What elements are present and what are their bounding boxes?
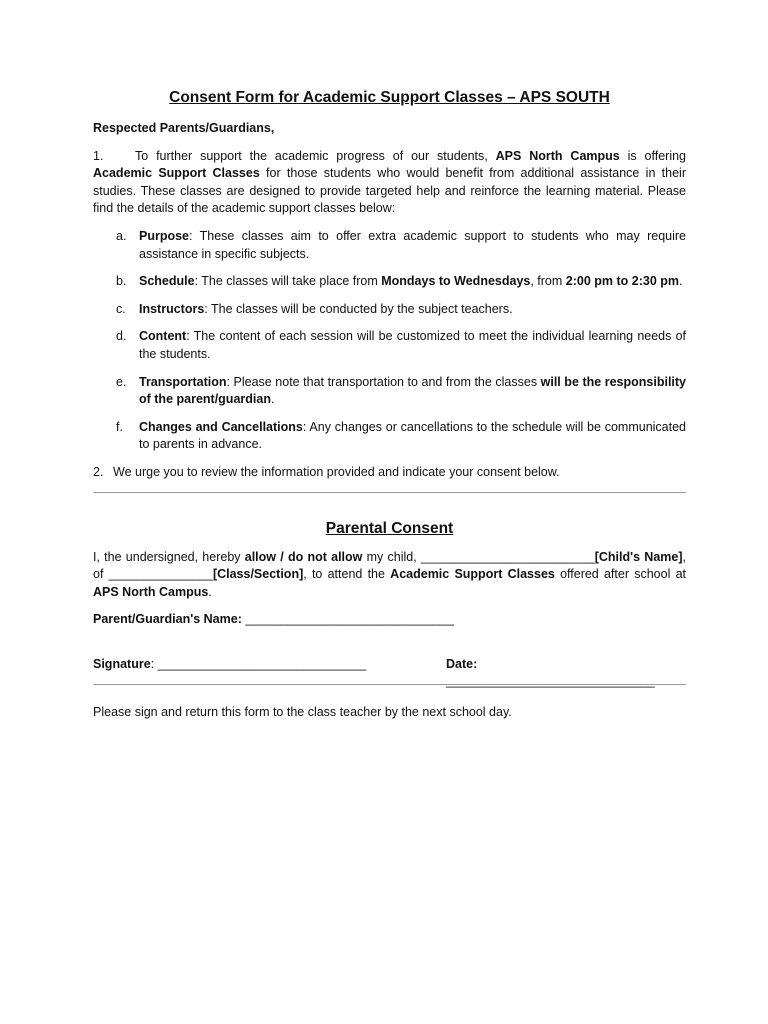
guardian-name-blank[interactable]: ______________________________ [241, 612, 454, 627]
signature-label: Signature [93, 656, 151, 671]
class-section-blank[interactable]: _______________ [108, 567, 213, 582]
date-field [446, 656, 686, 691]
list-item-purpose: a. Purpose: These classes aim to offer extra academic support to students who may require assistance in specific subjects. [116, 228, 686, 261]
list-item-schedule: b. Schedule: The classes will take place from Mondays to Wednesdays, from 2:00 pm to 2:30 pm. [116, 274, 683, 289]
form-title: Consent Form for Academic Support Classes – APS SOUTH [169, 89, 610, 106]
signature-row [93, 656, 686, 689]
details-list [93, 228, 686, 454]
intro-paragraph: 1. To further support the academic progress of our students, APS North Campus is offering Academic Support Classes for those students who would benefit from additional assistance in their studies. These classes are designed to provide targeted help and reinforce the learning material. Please find the details of the academic support classes below: [93, 148, 686, 216]
date-label: Date: [446, 656, 478, 671]
guardian-name-label: Parent/Guardian's Name: [93, 612, 242, 627]
list-item-instructors: c. Instructors: The classes will be conducted by the subject teachers. [116, 301, 513, 316]
consent-statement: I, the undersigned, hereby allow / do not allow my child, _________________________[Child's Name], of _______________[Class/Section], to attend the Academic Support Classes offered after school at APS North Campus. [93, 549, 686, 599]
child-name-blank[interactable]: _________________________ [420, 549, 595, 564]
greeting: Respected Parents/Guardians, [93, 121, 275, 135]
campus-name: APS North Campus [495, 148, 620, 163]
intro-number: 1. [93, 148, 104, 163]
consent-title: Parental Consent [325, 519, 454, 537]
allow-choice[interactable]: allow / do not allow [244, 549, 363, 564]
review-paragraph: 2. We urge you to review the information provided and indicate your consent below. [93, 464, 560, 479]
list-item-changes: f. Changes and Cancellations: Any changes or cancellations to the schedule will be communicated to parents in advance. [116, 419, 687, 452]
form-body [93, 88, 686, 721]
program-name: Academic Support Classes [93, 166, 260, 181]
guardian-name-line [93, 611, 686, 629]
return-instructions: Please sign and return this form to the class teacher by the next school day. [93, 704, 512, 719]
signature-blank[interactable]: : ______________________________ [150, 656, 367, 671]
date-blank[interactable]: ______________________________ [446, 674, 655, 689]
signature-field [93, 656, 366, 674]
section-divider [93, 492, 686, 493]
list-item-content: d. Content: The content of each session will be customized to meet the individual learning needs of the students. [116, 329, 686, 361]
list-item-transportation: e. Transportation: Please note that transportation to and from the classes will be the responsibility of the parent/guardian. [116, 374, 687, 407]
